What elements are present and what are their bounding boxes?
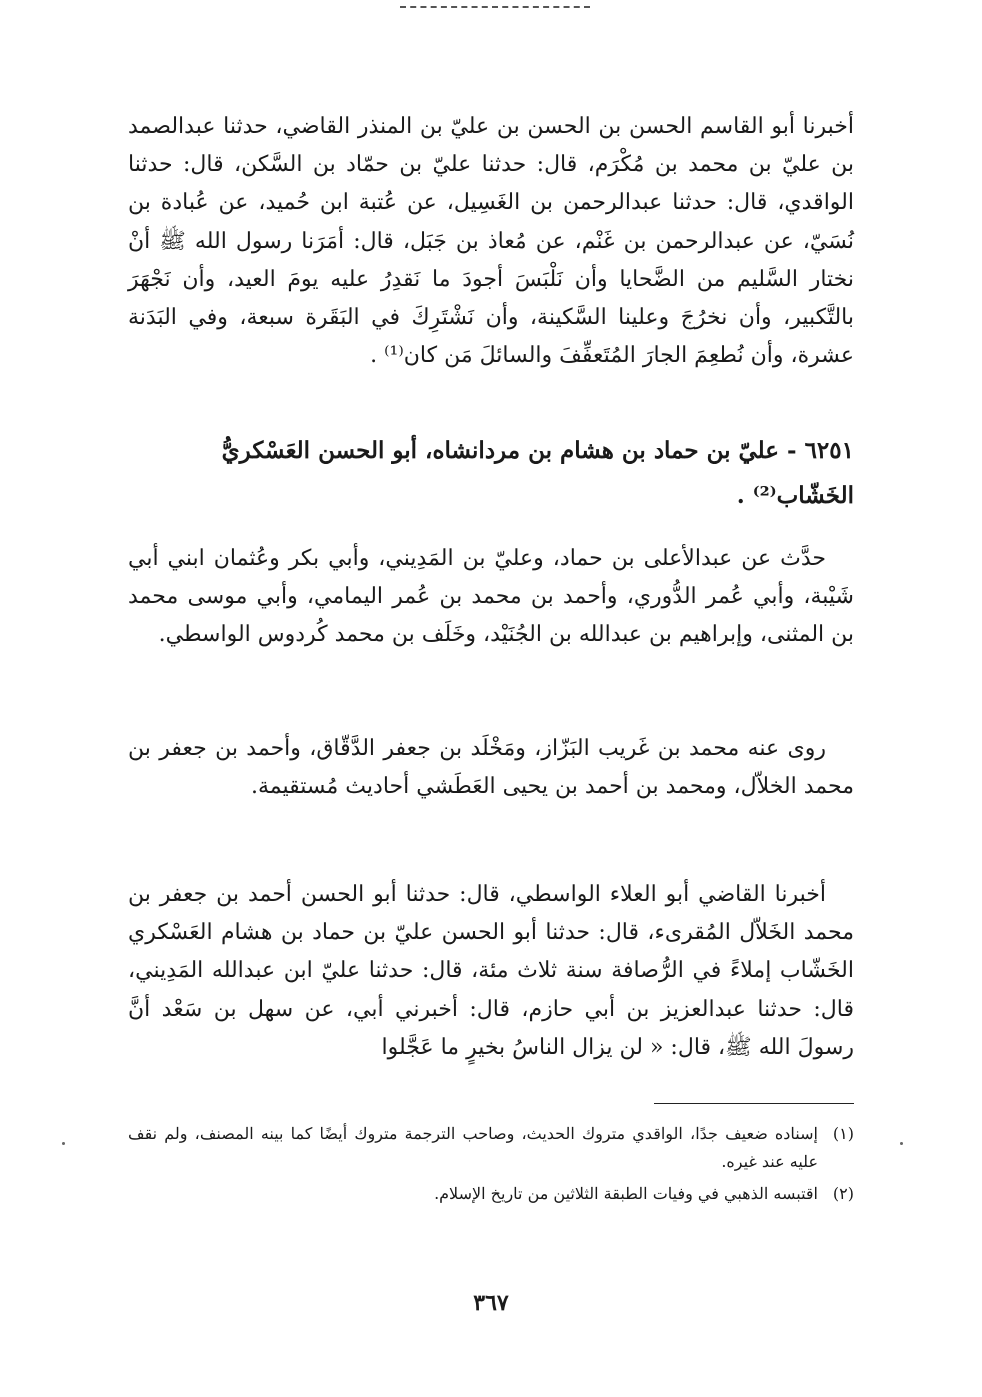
footnotes xyxy=(128,1120,854,1212)
footnote-number: (٢) xyxy=(832,1184,854,1203)
paragraph-isnad-1 xyxy=(128,108,854,375)
footnote-text: اقتبسه الذهبي في وفيات الطبقة الثلاثين من تاريخ الإسلام. xyxy=(434,1184,818,1203)
footnote-number: (١) xyxy=(832,1124,854,1143)
margin-dot xyxy=(62,1142,65,1145)
page-top-mark xyxy=(400,6,590,11)
paragraph-teachers xyxy=(128,540,854,655)
paragraph-students xyxy=(128,730,854,806)
footnote-1 xyxy=(128,1120,854,1176)
paragraph-text: أخبرنا القاضي أبو العلاء الواسطي، قال: حدثنا أبو الحسن أحمد بن جعفر بن محمد الخَلاّل المُقرىء، قال: حدثنا أبو الحسن عليّ بن حماد بن هشام العَسْكري الخَشّاب إملاءً في الرُّصافة سنة ثلاث مئة، قال: حدثنا عليّ ابن عبدالله المَدِيني، قال: حدثنا عبدالعزيز بن أبي حازم، قال: أخبرني أبي، عن سهل بن سَعْد أنَّ رسولَ الله ﷺ، قال: « لن يزال الناسُ بخيرٍ ما عَجَّلوا xyxy=(128,882,854,1060)
entry-heading: ٦٢٥١ - عليّ بن حماد بن هشام بن مردانشاه، أبو الحسن العَسْكريُّ الخَشّاب⁽²⁾ . xyxy=(221,437,854,509)
footnote-separator xyxy=(654,1103,854,1104)
footnote-2 xyxy=(128,1180,854,1208)
footnote-text: إسناده ضعيف جدًا، الواقدي متروك الحديث، وصاحب الترجمة متروك أيضًا كما بينه المصنف، ولم نقف عليه عند غيره. xyxy=(128,1124,818,1171)
paragraph-text: حدَّث عن عبدالأعلى بن حماد، وعليّ بن المَدِيني، وأبي بكر وعُثمان ابني أبي شَيْبة، وأبي عُمر الدُّوري، وأحمد بن محمد بن عُمر اليمامي، وأبي موسى محمد بن المثنى، وإبراهيم بن عبدالله بن الجُنَيْد، وخَلَف بن محمد كُردوس الواسطي. xyxy=(128,546,854,648)
paragraph-text: روى عنه محمد بن غَريب البَزّاز، ومَخْلَد بن جعفر الدَّقّاق، وأحمد بن جعفر بن محمد الخلاّل، ومحمد بن أحمد بن يحيى العَطَشي أحاديث مُستقيمة. xyxy=(128,736,854,800)
margin-dot xyxy=(900,1142,903,1145)
paragraph-text: أخبرنا أبو القاسم الحسن بن الحسن بن عليّ بن المنذر القاضي، حدثنا عبدالصمد بن عليّ بن محمد بن مُكْرَم، قال: حدثنا عليّ بن حمّاد بن السَّكن، قال: حدثنا الواقدي، قال: حدثنا عبدالرحمن بن الغَسِيل، عن عُتبة ابن حُميد، عن عُبادة بن نُسَيّ، عن عبدالرحمن بن غَنْم، عن مُعاذ بن جَبَل، قال: أمَرَنا رسول الله ﷺ أنْ نختار السَّليم من الضَّحايا وأن نَلْبَسَ أجودَ ما نَقدِرُ عليه يومَ العيد، وأن نَجْهَرَ بالتَّكبير، وأن نخرُجَ وعلينا السَّكينة، وأن نَشْتَرِكَ في البَقَرة سبعة، وفي البَدَنة عشرة، وأن نُطعِمَ الجارَ المُتَعفِّفَ والسائلَ مَن كان⁽¹⁾ . xyxy=(128,114,855,369)
paragraph-isnad-2 xyxy=(128,876,854,1067)
page-number: ٣٦٧ xyxy=(473,1290,509,1316)
